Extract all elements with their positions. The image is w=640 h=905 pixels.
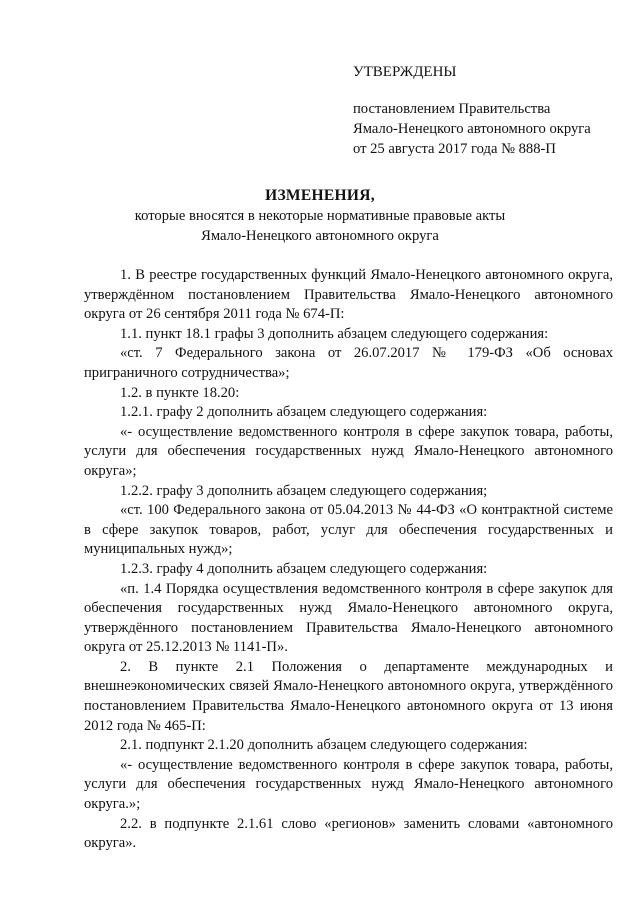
approval-line: Ямало-Ненецкого автономного округа: [353, 121, 591, 137]
document-title: ИЗМЕНЕНИЯ,: [265, 187, 375, 204]
approval-title: УТВЕРЖДЕНЫ: [353, 64, 457, 80]
paragraph: 2.1. подпункт 2.1.20 дополнить абзацем следующего содержания:: [120, 737, 528, 754]
paragraph: «ст. 7 Федерального закона от 26.07.2017 № 179-ФЗ «Об основах приграничного сотрудничества»;: [84, 345, 613, 381]
paragraph: «- осуществление ведомственного контроля в сфере закупок товара, работы, услуги для обеспечения государственных нужд Ямало-Ненецкого автономного округа.»;: [84, 756, 613, 813]
paragraph: 2.2. в подпункте 2.1.61 слово «регионов» заменить словами «автономного округа».: [84, 815, 613, 852]
paragraph: 1.1. пункт 18.1 графы 3 дополнить абзацем следующего содержания:: [120, 325, 549, 342]
paragraph: «ст. 100 Федерального закона от 05.04.2013 № 44-ФЗ «О контрактной системе в сфере закупок товаров, работ, услуг для обеспечения государственных и муниципальных нужд»;: [84, 502, 613, 558]
paragraph: 1. В реестре государственных функций Ямало-Ненецкого автономного округа, утверждённом постановлением Правительства Ямало-Ненецкого автономного округа от 26 сентября 2011 года № 674-П:: [84, 267, 613, 323]
paragraph: 1.2.3. графу 4 дополнить абзацем следующего содержания:: [120, 560, 488, 577]
paragraph: «- осуществление ведомственного контроля в сфере закупок товара, работы, услуги для обеспечения государственных нужд Ямало-Ненецкого автономного округа»;: [84, 423, 613, 479]
paragraph: 1.2. в пункте 18.20:: [120, 384, 240, 401]
approval-block: [353, 62, 591, 159]
paragraph: 2. В пункте 2.1 Положения о департаменте международных и внешнеэкономических связей Ямало-Ненецкого автономного округа, утверждённого постановлением Правительства Ямало-Ненецкого автономного округа от 13 июня 2012 года № 465-П:: [84, 658, 613, 734]
approval-line: от 25 августа 2017 года № 888-П: [353, 141, 556, 157]
document-subtitle: Ямало-Ненецкого автономного округа: [201, 228, 439, 244]
paragraph: «п. 1.4 Порядка осуществления ведомственного контроля в сфере закупок для обеспечения государственных нужд Ямало-Ненецкого автономного округа, утверждённого постановлением Правительства Ямало-Ненецкого автономного округа от 25.12.2013 № 1141-П».: [84, 580, 613, 656]
document-heading: [0, 186, 640, 246]
approval-line: постановлением Правительства: [353, 101, 551, 117]
paragraph: 1.2.1. графу 2 дополнить абзацем следующего содержания:: [120, 404, 488, 421]
paragraph: 1.2.2. графу 3 дополнить абзацем следующего содержания;: [120, 482, 488, 499]
document-subtitle: которые вносятся в некоторые нормативные правовые акты: [134, 208, 506, 224]
document-body: [84, 266, 613, 854]
